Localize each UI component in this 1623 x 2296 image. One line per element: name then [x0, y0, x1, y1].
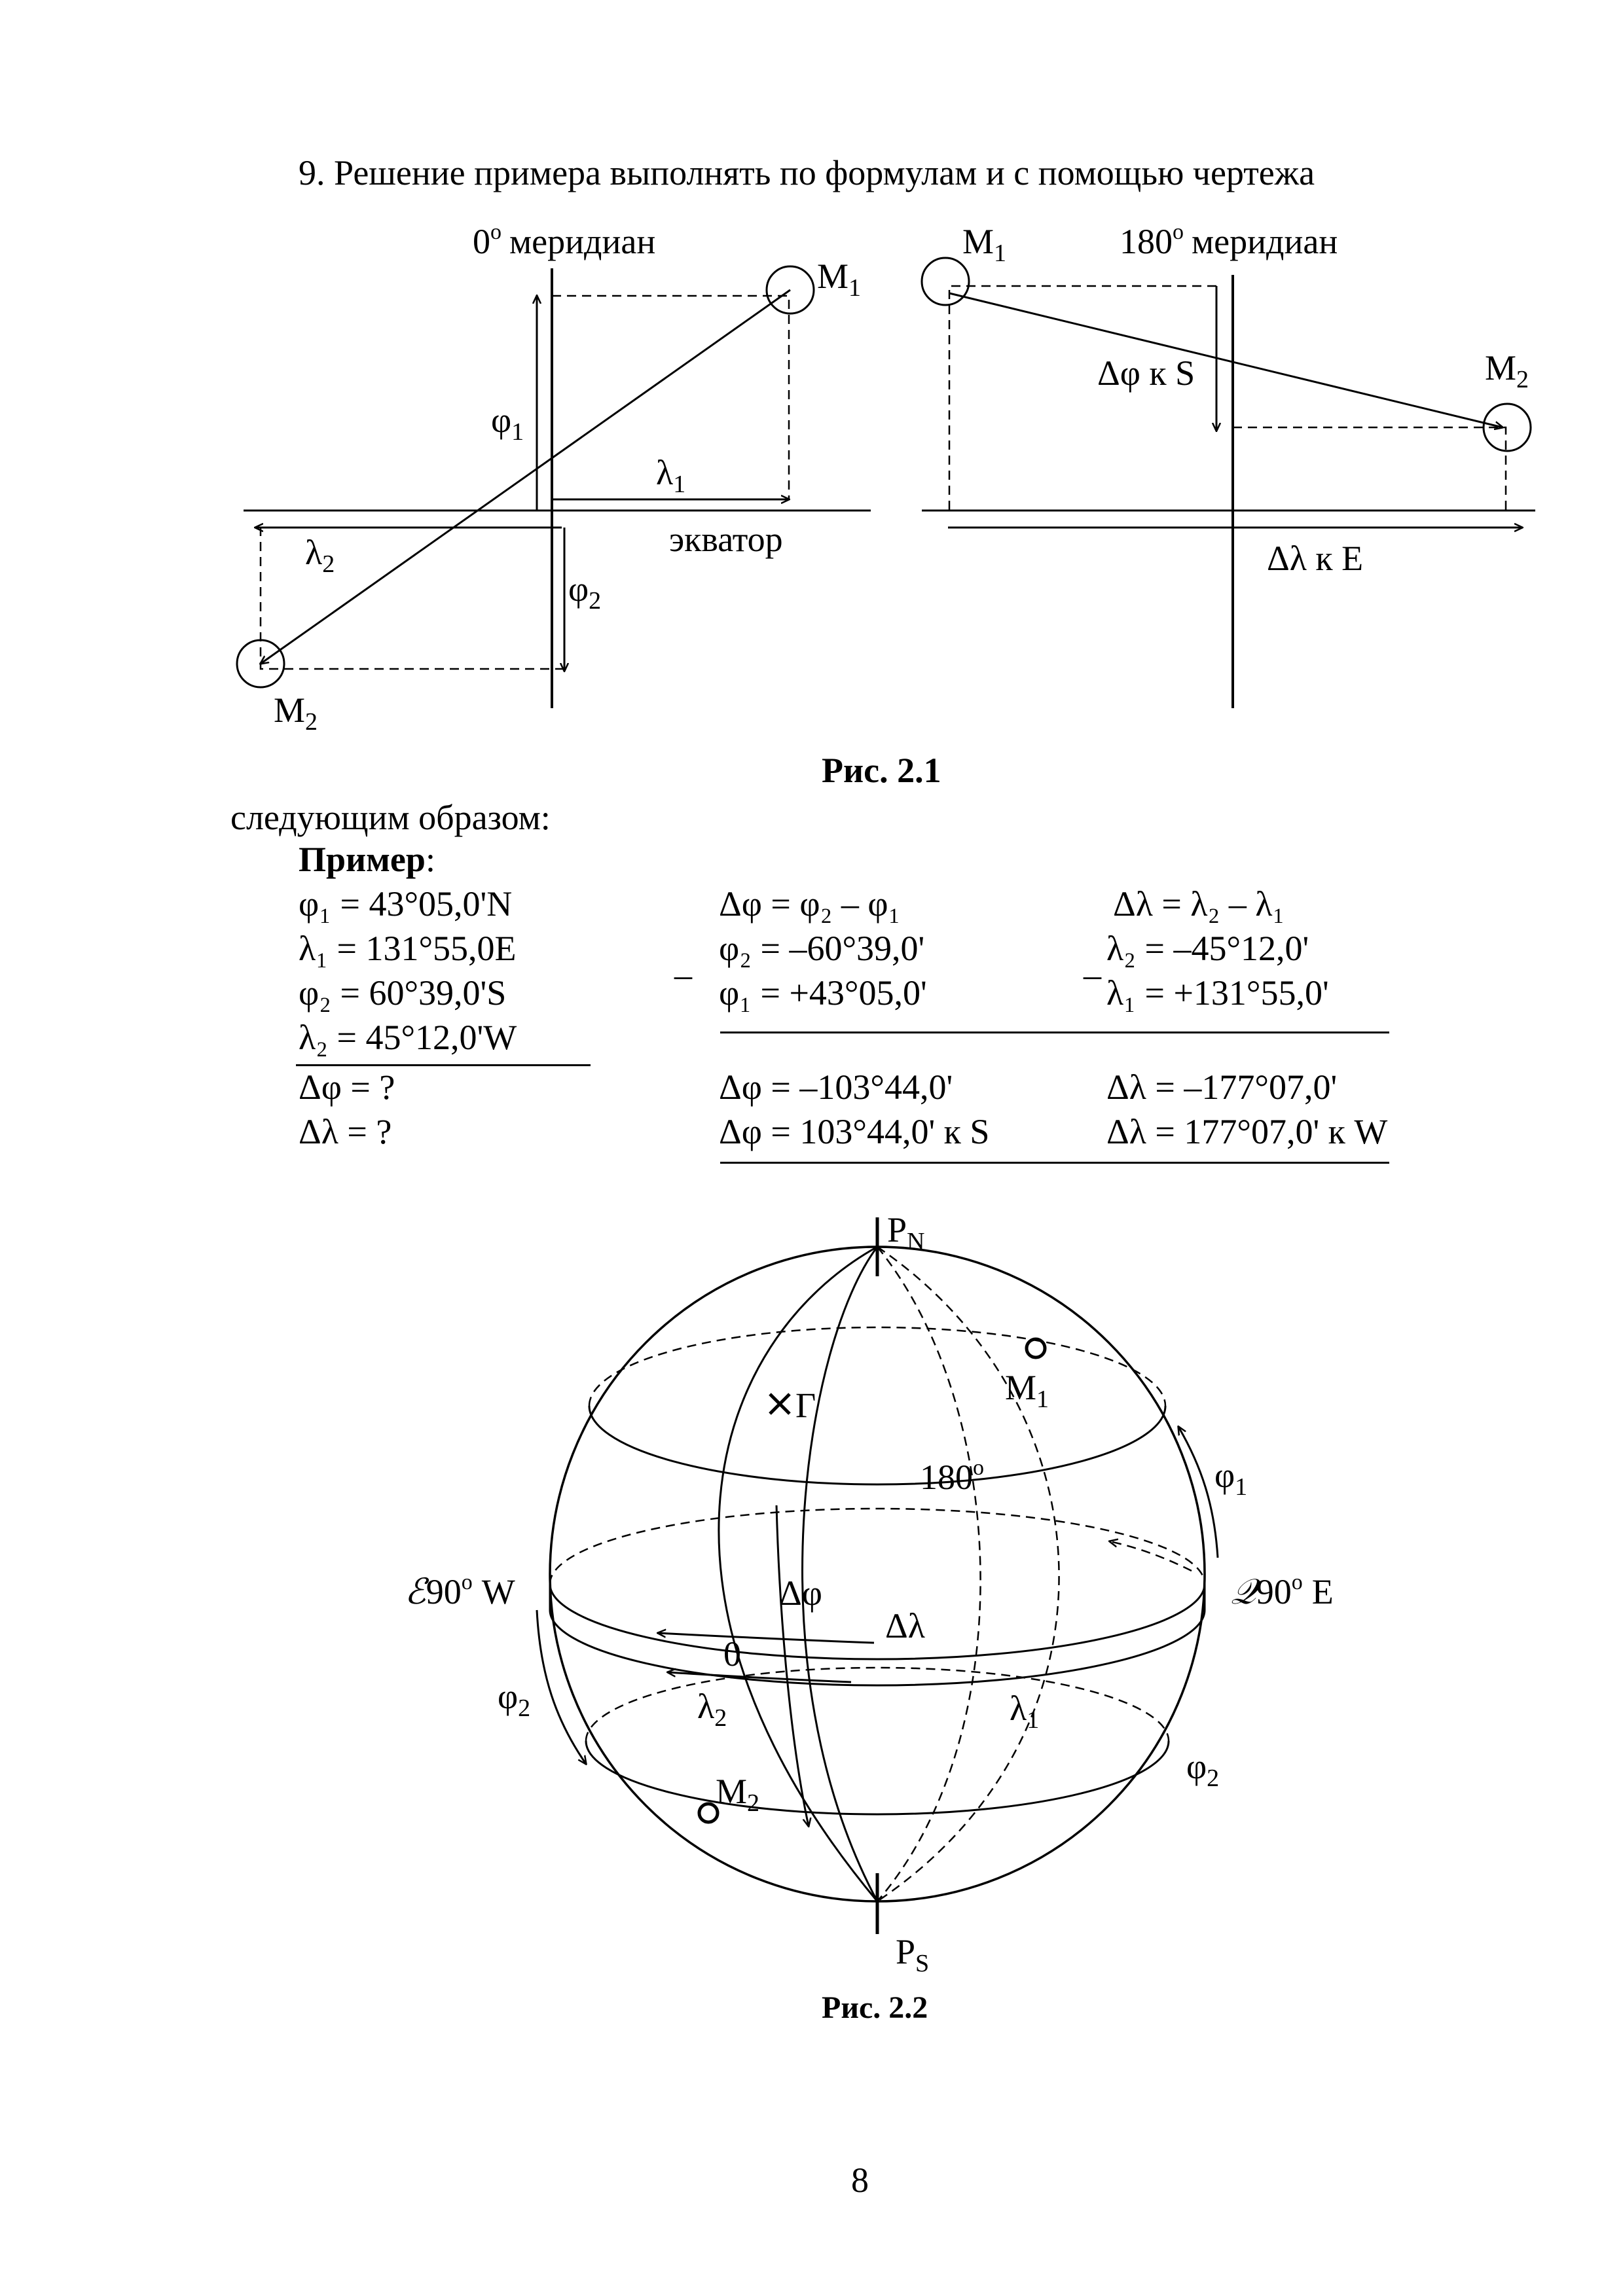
unknown-dlam: Δλ = ?	[299, 1112, 392, 1151]
dphi-arrow-globe	[776, 1505, 809, 1826]
following-text: следующим образом:	[230, 798, 551, 837]
right-m2-label: $M_2$	[1485, 348, 1529, 393]
lower-parallel-front	[586, 1741, 1169, 1814]
left-m1-label: $M_1$	[817, 257, 862, 302]
dphi-minus-sign: _	[674, 943, 692, 982]
given-phi1: φ₁ = 43°05,0'N	[299, 884, 513, 924]
dlam-result2: Δλ = 177°07,0' к W	[1106, 1112, 1388, 1151]
dphi-result2: Δφ = 103°44,0' к S	[719, 1112, 990, 1151]
phi1-arc-arrow	[1178, 1427, 1218, 1558]
lam1-label: $\lambda_1$	[656, 453, 686, 498]
equator-front-2	[550, 1610, 1205, 1685]
m2-point	[699, 1804, 718, 1822]
globe-lam2-label: $\lambda_2$	[697, 1687, 727, 1732]
globe-zero-label: 0	[723, 1634, 741, 1674]
given-phi2: φ₂ = 60°39,0'S	[299, 973, 507, 1013]
globe-dlam-label: Δλ	[885, 1606, 925, 1645]
dphi-formula: Δφ = φ₂ – φ₁	[719, 884, 901, 924]
page-number: 8	[851, 2161, 869, 2200]
pn-label: $P_N$	[887, 1210, 925, 1255]
phi1-label: $\varphi_1$	[491, 401, 524, 446]
right-m1-label: $M_1$	[962, 222, 1007, 267]
upper-parallel-back	[589, 1327, 1165, 1406]
deg-180-label: 180$^o$	[920, 1456, 984, 1497]
dlam-arrow-globe	[658, 1633, 874, 1643]
dphi-line2: φ₁ = +43°05,0'	[719, 973, 927, 1013]
dphi-line1: φ₂ = –60°39,0'	[719, 929, 925, 968]
equator-back	[550, 1509, 1205, 1584]
east-label: 𝒬90$^o$ E	[1231, 1570, 1334, 1611]
unknown-dphi: Δφ = ?	[299, 1067, 395, 1107]
left-m2-label: $M_2$	[274, 691, 318, 736]
ps-label: $P_S$	[896, 1932, 930, 1977]
meridian-180-label: 180$^o$ меридиан	[1120, 220, 1338, 261]
dlam-formula: Δλ = λ₂ – λ₁	[1113, 884, 1285, 924]
globe-lam1-label: $\lambda_1$	[1010, 1689, 1040, 1734]
globe-dphi-label: Δφ	[779, 1573, 822, 1613]
dlam-line1: λ₂ = –45°12,0'	[1106, 929, 1309, 968]
globe-phi1-label: $\varphi_1$	[1214, 1456, 1248, 1501]
globe-outline	[550, 1247, 1205, 1901]
globe-m1-label: $M_1$	[1005, 1368, 1049, 1413]
fig-2-2-caption: Рис. 2.2	[822, 1990, 928, 2025]
phi2-label: $\varphi_2$	[568, 569, 602, 615]
dphi-result1: Δφ = –103°44,0'	[719, 1067, 953, 1107]
gamma-point	[770, 1394, 790, 1414]
upper-parallel-front	[589, 1406, 1165, 1484]
dlam-result1: Δλ = –177°07,0'	[1106, 1067, 1338, 1107]
dlam-minus-sign: _	[1084, 943, 1101, 982]
m1-point	[1027, 1339, 1045, 1357]
meridian-zero-label: 0$^o$ меридиан	[473, 220, 656, 261]
dphi-label: Δφ к S	[1097, 353, 1195, 393]
dlam-label: Δλ к E	[1267, 539, 1364, 578]
globe-phi2-right-label: $\varphi_2$	[1186, 1747, 1220, 1792]
phi2-arc-arrow	[537, 1610, 586, 1764]
fig-2-1-caption: Рис. 2.1	[822, 751, 941, 790]
equator-front	[550, 1584, 1205, 1659]
given-lam1: λ₁ = 131°55,0E	[299, 929, 517, 968]
lam-right-arrow-globe	[1110, 1541, 1192, 1571]
gamma-label: Г	[795, 1386, 816, 1425]
dlam-line2: λ₁ = +131°55,0'	[1106, 973, 1329, 1013]
equator-label: экватор	[669, 520, 783, 559]
lower-parallel-back	[586, 1668, 1169, 1741]
globe-m2-label: $M_2$	[716, 1772, 760, 1817]
given-lam2: λ₂ = 45°12,0'W	[299, 1018, 517, 1057]
example-heading-word: Пример	[299, 840, 426, 879]
intro-line: 9. Решение примера выполнять по формулам и с помощью чертежа	[299, 153, 1315, 192]
meridian-inner-dashed	[877, 1247, 981, 1901]
west-label: ℰ90$^o$ W	[405, 1570, 515, 1611]
example-heading-colon: :	[425, 840, 435, 879]
lam2-label: $\lambda_2$	[305, 533, 335, 578]
globe-phi2-left-label: $\varphi_2$	[498, 1677, 531, 1722]
